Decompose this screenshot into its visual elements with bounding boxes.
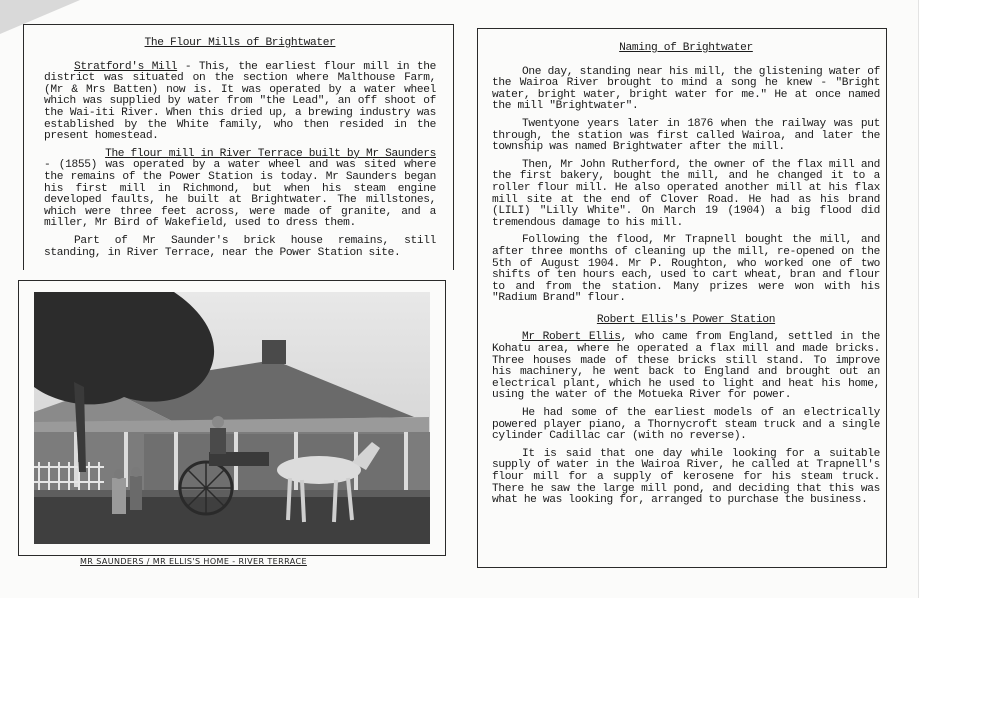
naming-text-4: Following the flood, Mr Trapnell bought the mill, and after three months of cleaning up the mill, re-opened on the 5th of August 1904. Mr P. Roughton, who worked one of two shifts of ten hours each, used to cart wheat, bran and flour to and from the station. Many prizes were won with his "Radium Brand" flour. xyxy=(492,234,880,305)
power-paragraph-2 xyxy=(492,408,880,443)
naming-text-2: Twentyone years later in 1876 when the railway was put through, the station was first called Wairoa, and later the township was named Brightwater after the mill. xyxy=(492,117,880,154)
left-title: The Flour Mills of Brightwater xyxy=(144,37,336,49)
naming-text-1: One day, standing near his mill, the glistening water of the Wairoa River brought to mind a song he knew - "Bright water, bright water, bright water for me." He at once named the mill "Brightwater". xyxy=(492,65,880,113)
stratford-heading: Stratford's Mill xyxy=(74,60,178,73)
power-paragraph-3 xyxy=(492,449,880,507)
stratford-text: - This, the earliest flour mill in the district was situated on the section where Malthouse Farm, (Mr & Mrs Batten) now is. It was operated by a water wheel which was supplied by water from "the Lead", an off shoot of the Wai-iti River. When this dried up, a brewing industry was established by the White family, who then resided in the present homestead. xyxy=(44,60,436,143)
power-text-1: , who came from England, settled in the Kohatu area, where he operated a flax mill and made bricks. Three houses made of these bricks still stand. To improve his machinery, he went back to England and brought out an electrical plant, which he used to light and heat his home, using the water of the Motueka River for power. xyxy=(492,331,880,402)
power-text-2: He had some of the earliest models of an electrically powered player piano, a Thornycroft steam truck and a single cylinder Cadillac car (with no reverse). xyxy=(492,407,880,443)
left-column xyxy=(44,38,436,265)
stratford-paragraph xyxy=(44,62,436,143)
power-name: Mr Robert Ellis xyxy=(522,331,621,344)
naming-paragraph-3 xyxy=(492,160,880,230)
naming-paragraph-4 xyxy=(492,235,880,305)
naming-text-3: Then, Mr John Rutherford, the owner of the flax mill and the first bakery, bought the mill, and he changed it to a roller flour mill. He also operated another mill at his flax mill site at the end of Clover Road. He had as his brand (LILI) "Lilly White". On March 19 (1904) a big flood did tremendous damage to his mill. xyxy=(492,158,880,229)
naming-paragraph-2 xyxy=(492,119,880,154)
photo-caption: MR SAUNDERS / MR ELLIS'S HOME - RIVER TERRACE xyxy=(80,557,307,566)
saunders-text: - (1855) was operated by a water wheel and was sited where the remains of the Power Station is today. Mr Saunders began his first mill in Richmond, but when his steam engine developed faults, he built at Brightwater. The millstones, which were three feet across, were made of granite, and a miller, Mr Bird of Wakefield, used to dress them. xyxy=(44,159,436,230)
power-title: Robert Ellis's Power Station xyxy=(596,313,776,326)
right-column xyxy=(492,43,880,513)
house-paragraph xyxy=(44,236,436,259)
historic-house-photo xyxy=(34,292,430,544)
naming-title: Naming of Brightwater xyxy=(619,42,753,54)
saunders-heading: The flour mill in River Terrace built by Mr Saunders xyxy=(105,147,436,160)
power-paragraph-1 xyxy=(492,332,880,402)
power-text-3: It is said that one day while looking for a suitable supply of water in the Wairoa River, he called at Trapnell's flour mill for a supply of kerosene for his steam truck. There he saw the large mill pond, and deciding that this was what he was looking for, arranged to purchase the business. xyxy=(492,447,880,507)
house-text: Part of Mr Saunder's brick house remains, still standing, in River Terrace, near the Power Station site. xyxy=(44,234,436,259)
naming-paragraph-1 xyxy=(492,67,880,113)
